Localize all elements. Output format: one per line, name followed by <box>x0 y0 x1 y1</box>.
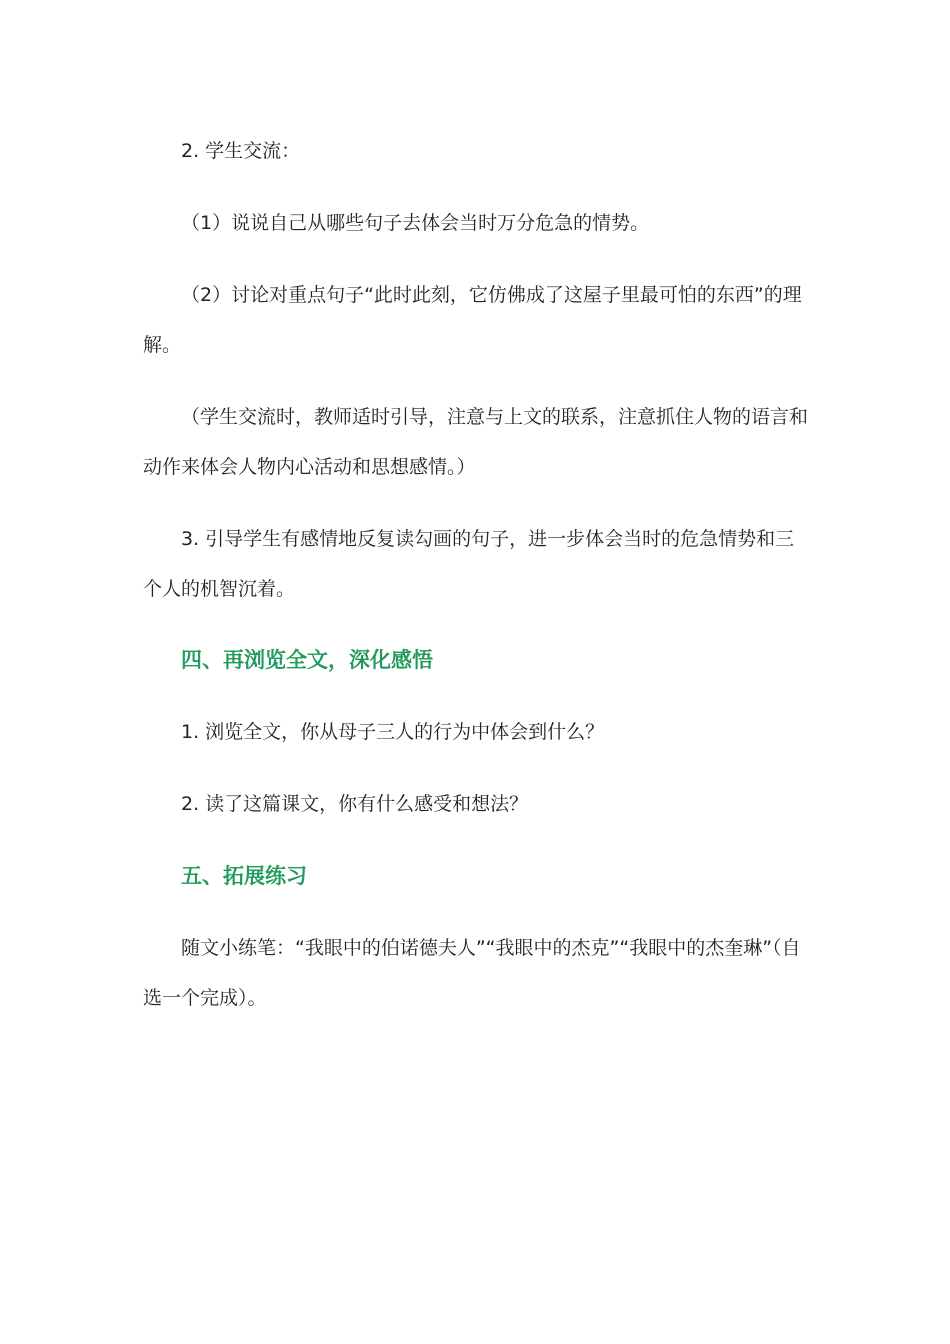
section-heading-5: 五、拓展练习 <box>181 864 307 888</box>
section-heading-4: 四、再浏览全文，深化感悟 <box>181 648 433 672</box>
paragraph-teacher-guidance: （学生交流时，教师适时引导，注意与上文的联系，注意抓住人物的语言和动作来体会人物内心活动和思想感情。） <box>143 406 809 478</box>
paragraph-student-exchange: 2. 学生交流： <box>181 140 301 162</box>
paragraph-browse-question-1: 1. 浏览全文，你从母子三人的行为中体会到什么？ <box>181 721 605 743</box>
paragraph-exchange-item-1: （1）说说自己从哪些句子去体会当时万分危急的情势。 <box>181 212 650 234</box>
paragraph-writing-exercise: 随文小练笔：“我眼中的伯诺德夫人”“我眼中的杰克”“我眼中的杰奎琳”（自选一个完成）。 <box>143 937 801 1009</box>
paragraph-guided-reading: 3. 引导学生有感情地反复读勾画的句子，进一步体会当时的危急情势和三个人的机智沉着。 <box>143 528 795 600</box>
paragraph-exchange-item-2: （2）讨论对重点句子“此时此刻，它仿佛成了这屋子里最可怕的东西”的理解。 <box>143 284 802 356</box>
paragraph-browse-question-2: 2. 读了这篇课文，你有什么感受和想法？ <box>181 793 529 815</box>
